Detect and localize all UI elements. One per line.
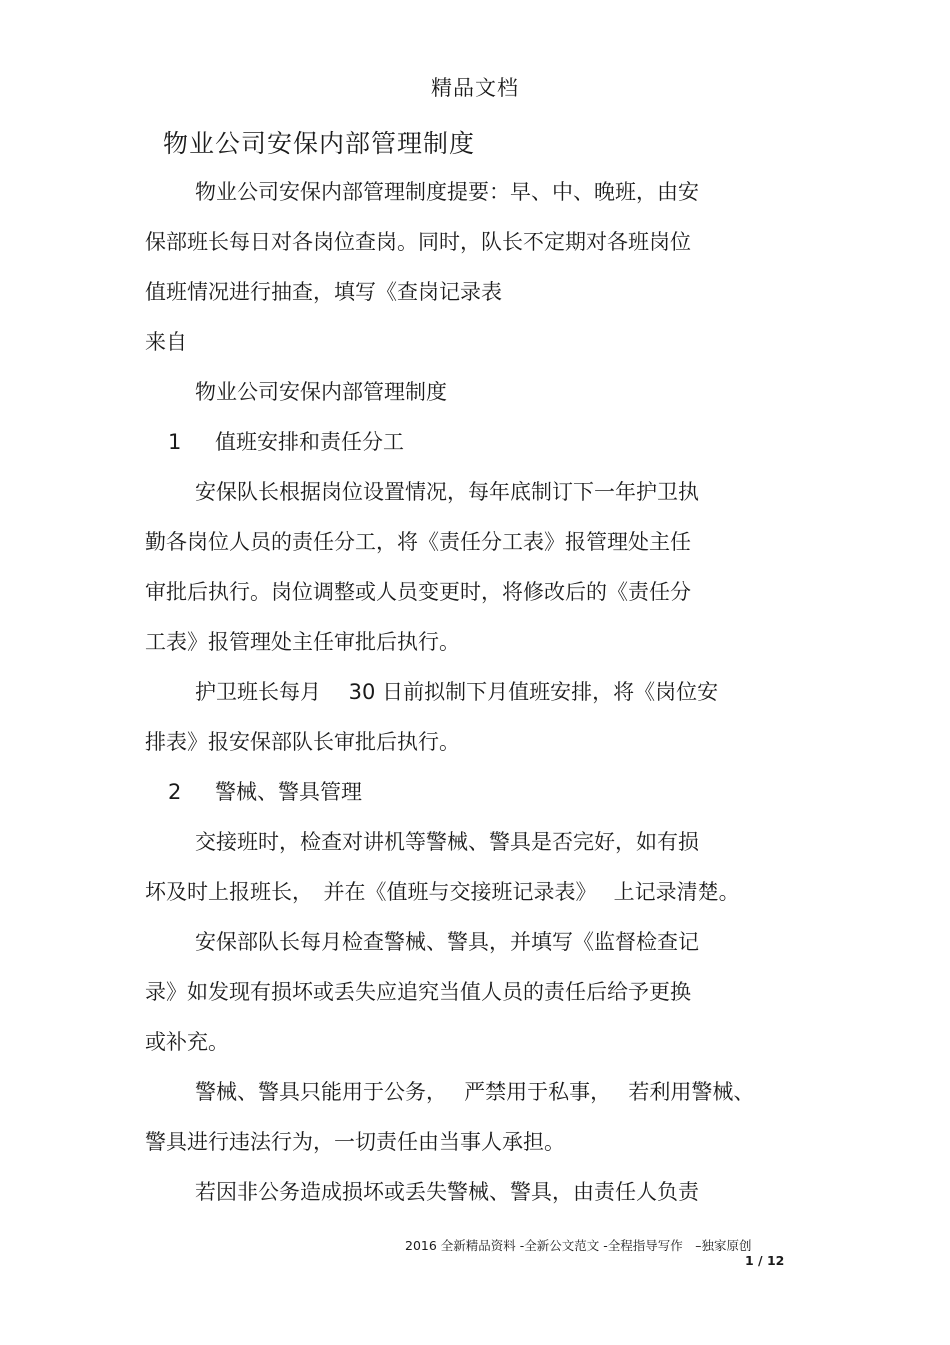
paragraph-line: 物业公司安保内部管理制度	[195, 380, 447, 404]
paragraph-line: 排表》报安保部队长审批后执行。	[145, 730, 460, 754]
paragraph-line: 警械、警具只能用于公务， 严禁用于私事， 若利用警械、	[195, 1080, 755, 1104]
paragraph-line: 审批后执行。岗位调整或人员变更时，将修改后的《责任分	[145, 580, 691, 604]
section-heading: 值班安排和责任分工	[215, 430, 404, 454]
section-heading: 警械、警具管理	[215, 780, 362, 804]
page-header: 精品文档	[431, 76, 519, 100]
paragraph-line: 安保队长根据岗位设置情况，每年底制订下一年护卫执	[195, 480, 699, 504]
section-number: 2	[168, 780, 182, 804]
paragraph-line: 坏及时上报班长， 并在《值班与交接班记录表》 上记录清楚。	[145, 880, 740, 904]
paragraph-line: 或补充。	[145, 1030, 229, 1054]
page-footer: 2016 全新精品资料 -全新公文范文 -全程指导写作 –独家原创	[405, 1238, 752, 1253]
paragraph-line: 交接班时，检查对讲机等警械、警具是否完好，如有损	[195, 830, 699, 854]
paragraph-line: 录》如发现有损坏或丢失应追究当值人员的责任后给予更换	[145, 980, 691, 1004]
document-title: 物业公司安保内部管理制度	[163, 129, 476, 158]
paragraph-line: 来自	[145, 330, 187, 354]
paragraph-line: 安保部队长每月检查警械、警具，并填写《监督检查记	[195, 930, 699, 954]
paragraph-line: 警具进行违法行为，一切责任由当事人承担。	[145, 1130, 565, 1154]
paragraph-line: 值班情况进行抽查，填写《查岗记录表	[145, 280, 502, 304]
paragraph-line: 护卫班长每月 30 日前拟制下月值班安排，将《岗位安	[195, 680, 719, 704]
section-number: 1	[168, 430, 182, 454]
paragraph-line: 保部班长每日对各岗位查岗。同时，队长不定期对各班岗位	[145, 230, 691, 254]
paragraph-line: 物业公司安保内部管理制度提要：早、中、晚班，由安	[195, 180, 699, 204]
paragraph-line: 若因非公务造成损坏或丢失警械、警具，由责任人负责	[195, 1180, 699, 1204]
paragraph-line: 工表》报管理处主任审批后执行。	[145, 630, 460, 654]
page-number: 1 / 12	[745, 1253, 785, 1268]
paragraph-line: 勤各岗位人员的责任分工，将《责任分工表》报管理处主任	[145, 530, 691, 554]
